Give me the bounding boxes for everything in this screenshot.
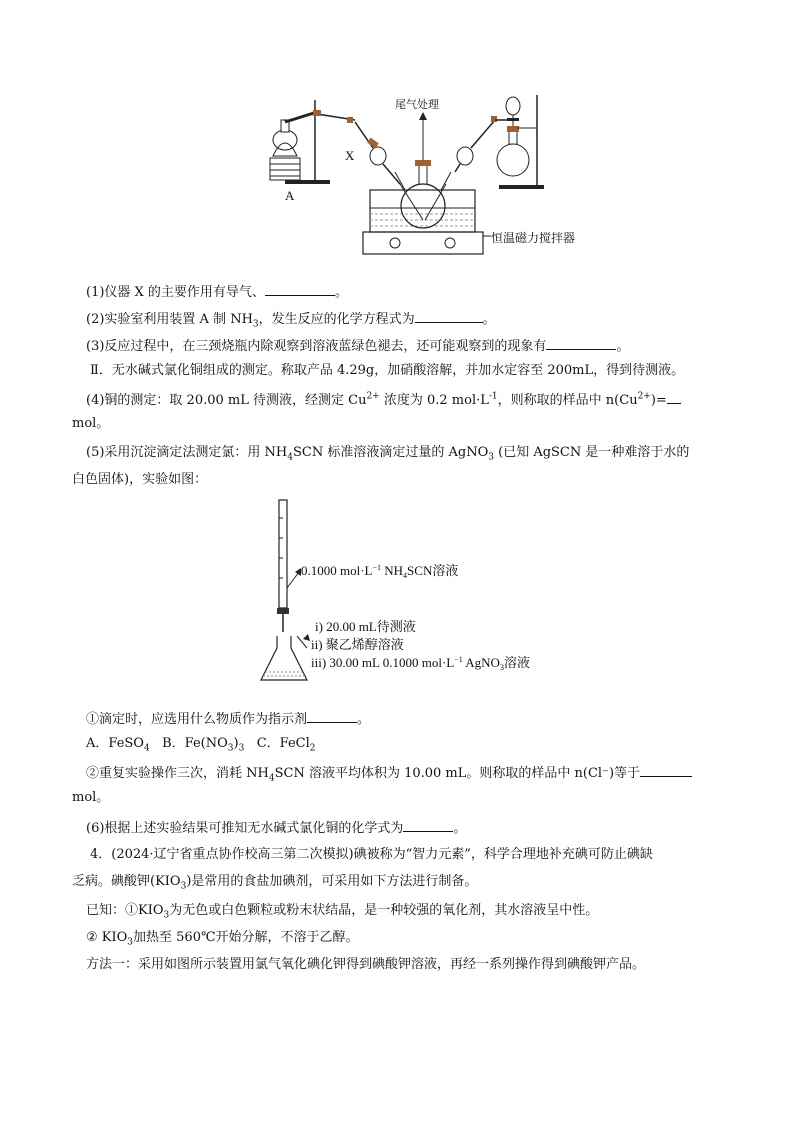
option-c[interactable]: C．FeCl$_2$ [256, 736, 316, 754]
answer-blank[interactable] [307, 708, 357, 723]
answer-blank[interactable] [415, 308, 483, 323]
answer-blank[interactable] [265, 281, 335, 296]
known-1: 已知：$①KIO_3$为无色或白色颗粒或粉末状结晶，是一种较强的氧化剂，其水溶液呈中性。 [86, 903, 599, 921]
method-1: 方法一：采用如图所示装置用氯气氧化碘化钾得到碘酸钾溶液，再经一系列操作得到碘酸钾产品。 [86, 957, 646, 972]
apparatus-figure [255, 90, 576, 260]
question-6: (6)根据上述实验结果可推知无水碱式氯化铜的化学式为 。 [86, 817, 726, 838]
question-4: (4)铜的测定：取 20.00 mL 待测液，经测定 $Cu^{2+}$ 浓度为 0.2 $mol\cdot L^{-1}$，则称取的样品中 $n(Cu^{2+})=$ [86, 389, 726, 410]
question-4-unit: mol。 [72, 416, 110, 431]
question-2: (2)实验室利用装置 A 制 $NH_3$，发生反应的化学方程式为 。 [86, 308, 726, 329]
answer-blank[interactable] [640, 762, 692, 777]
question-1: (1)仪器 X 的主要作用有导气、 。 [86, 281, 726, 302]
question-5-1: ①滴定时，应选用什么物质作为指示剂 。 [86, 708, 726, 729]
x-label: X [345, 148, 355, 163]
question-5-2-unit: mol。 [72, 790, 110, 805]
question-5-options [86, 735, 726, 753]
question-5-line2: 白色固体)，实验如图： [72, 472, 208, 487]
answer-blank[interactable] [667, 389, 681, 404]
answer-blank[interactable] [403, 817, 453, 832]
question-5-2: ②重复实验操作三次，消耗 $NH_4SCN$ 溶液平均体积为 10.00 mL。则称取的样品中 n(Cl⁻)等于 [86, 762, 726, 783]
question-3: (3)反应过程中，在三颈烧瓶内除观察到溶液蓝绿色褪去，还可能观察到的现象有 。 [86, 335, 726, 356]
stirrer-label: 恒温磁力搅拌器 [491, 231, 576, 245]
problem-4-line1: 4．(2024·辽宁省重点协作校高三第二次模拟)碘被称为“智力元素”，科学合理地补充碘可防止碘缺 [90, 847, 653, 862]
section-2-intro: Ⅱ．无水碱式氯化铜组成的测定。称取产品 4.29g，加硝酸溶解，并加水定容至 200mL，得到待测液。 [90, 363, 685, 378]
a-label: A [285, 188, 295, 203]
titration-figure [255, 498, 585, 680]
problem-4-line2: 乏病。碘酸钾$(KIO_3)$是常用的食盐加碘剂，可采用如下方法进行制备。 [72, 874, 478, 892]
reagent-item-2: ii) 聚乙烯醇溶液 [311, 637, 404, 652]
reagent-item-3: iii) 30.00 mL 0.1000 $mol\cdot L^{-1}$ AgNO$_3$溶液 [311, 655, 530, 672]
known-2: ② $KIO_3$加热至 560℃开始分解，不溶于乙醇。 [86, 930, 359, 948]
question-5: (5)采用沉淀滴定法测定氯：用 $NH_4SCN$ 标准溶液滴定过量的 AgNO$_3$ (已知 AgSCN 是一种难溶于水的 [86, 445, 690, 463]
burette-label: 0.1000 $mol\cdot L^{-1}$ $NH_4SCN$溶液 [301, 563, 459, 580]
tail-gas-label: 尾气处理 [395, 98, 439, 111]
option-a[interactable]: A．FeSO$_4$ [86, 736, 150, 754]
reagent-item-1: i) 20.00 mL待测液 [315, 619, 416, 634]
option-b[interactable]: B．$Fe(NO_3)_3$ [162, 736, 245, 754]
answer-blank[interactable] [546, 335, 616, 350]
